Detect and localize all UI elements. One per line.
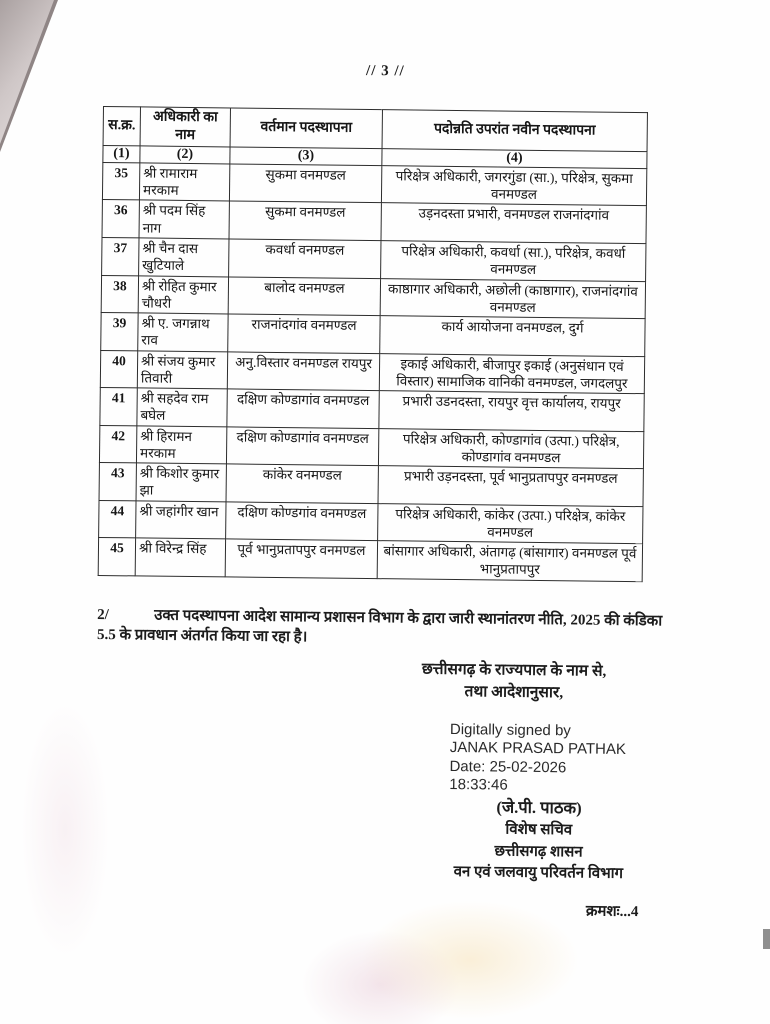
cell-current-posting: दक्षिण कोण्डगांव वनमण्डल [226,502,378,541]
cell-serial-number: 38 [101,275,138,313]
cell-serial-number: 43 [99,463,136,501]
table-row [100,388,644,432]
authority-line: छत्तीसगढ़ के राज्यपाल के नाम से, [421,660,607,680]
header-current-posting: वर्तमान पदस्थापना [230,108,382,149]
digital-signature-name: JANAK PRASAD PATHAK [449,739,626,759]
cell-officer-name: श्री चैन दास खुटियाले [139,238,229,277]
cell-new-posting: परिक्षेत्र अधिकारी, कवर्धा (सा.), परिक्षेत्र, कवर्धा वनमण्डल [381,241,646,282]
cell-current-posting: पूर्व भानुप्रतापपुर वनमण्डल [225,539,377,578]
cell-current-posting: सुकमा वनमण्डल [229,164,381,203]
scan-edge-mark [763,929,770,949]
table-row [99,463,643,507]
digital-signature-stamp [449,721,710,797]
cell-new-posting: प्रभारी उडनदस्ता, रायपुर वृत्त कार्यालय, रायपुर [379,391,644,432]
cell-officer-name: श्री रोहित कुमार चौधरी [138,275,228,314]
continuation-marker: क्रमशः...4 [585,903,639,921]
cell-current-posting: बालोद वनमण्डल [228,276,380,315]
cell-officer-name: श्री रामाराम मरकाम [139,163,229,202]
order-clause-paragraph [97,605,669,652]
authority-line: तथा आदेशानुसार, [464,683,564,702]
column-index: (2) [140,146,230,164]
table-row [99,500,643,544]
cell-officer-name: श्री पदम सिंह नाग [139,200,229,239]
signatory-designation: विशेष सचिव [505,821,573,839]
authority-statement [381,658,646,706]
cell-officer-name: श्री किशोर कुमार झा [136,463,226,502]
cell-serial-number: 37 [102,237,139,275]
cell-serial-number: 40 [100,350,137,388]
cell-serial-number: 42 [99,425,136,463]
cell-officer-name: श्री ए. जगन्नाथ राव [138,313,228,352]
column-index: (1) [103,145,140,163]
cell-officer-name: श्री सहदेव राम बघेल [137,388,227,427]
table-row [98,538,642,582]
table-row [102,162,646,206]
cell-serial-number: 36 [102,200,139,238]
cell-new-posting: परिक्षेत्र अधिकारी, जगरगुंडा (सा.), परिक्षेत्र, सुकमा वनमण्डल [381,166,646,207]
cell-current-posting: दक्षिण कोण्डागांव वनमण्डल [227,389,379,428]
signatory-government: छत्तीसगढ़ शासन [494,843,583,861]
cell-new-posting: परिक्षेत्र अधिकारी, कांकेर (उत्पा.) परिक्षेत्र, कांकेर वनमण्डल [378,503,643,544]
page-number: // 3 // [365,62,405,80]
header-serial: स.क्र. [103,107,140,146]
cell-new-posting: प्रभारी उड़नदस्ता, पूर्व भानुप्रतापपुर वनमण्डल [378,466,643,507]
cell-serial-number: 35 [102,162,139,200]
cell-current-posting: सुकमा वनमण्डल [229,201,381,240]
table-header-row [103,107,647,152]
cell-officer-name: श्री जहांगीर खान [136,501,226,540]
signatory-block [393,794,684,886]
table-row [99,425,643,469]
column-index: (3) [230,147,382,166]
digital-signature-time: 18:33:46 [449,775,508,794]
header-new-posting: पदोन्नति उपरांत नवीन पदस्थापना [382,110,647,152]
cell-officer-name: श्री संजय कुमार तिवारी [137,350,227,389]
clause-number: 2/ [97,606,109,624]
signatory-department: वन एवं जलवायु परिवर्तन विभाग [453,864,624,883]
cell-current-posting: दक्षिण कोण्डागांव वनमण्डल [226,427,378,466]
cell-serial-number: 44 [99,500,136,538]
table-row [100,350,644,394]
cell-new-posting: इकाई अधिकारी, बीजापुर इकाई (अनुसंधान एवं विस्तार) सामाजिक वानिकी वनमण्डल, जगदलपुर [379,353,644,394]
signatory-name: (जे.पी. पाठक) [496,797,582,818]
digital-signature-date: Date: 25-02-2026 [449,757,567,776]
digital-signature-line: Digitally signed by [449,720,571,740]
cell-new-posting: बांसागार अधिकारी, अंतागढ़ (बांसागार) वनमण्डल पूर्व भानुप्रतापपुर [377,541,642,582]
cell-current-posting: अनु.विस्तार वनमण्डल रायपुर [227,351,379,390]
table-row [102,237,646,281]
table-row [101,313,645,357]
table-row [102,200,646,244]
cell-new-posting: कार्य आयोजना वनमण्डल, दुर्ग [380,316,645,357]
cell-officer-name: श्री हिरामन मरकाम [136,426,226,465]
cell-current-posting: कांकेर वनमण्डल [226,464,378,503]
posting-orders-table [98,106,648,582]
header-officer-name: अधिकारी का नाम [140,107,230,147]
cell-serial-number: 39 [101,313,138,351]
table-row [101,275,645,319]
clause-text: उक्त पदस्थापना आदेश सामान्य प्रशासन विभाग के द्वारा जारी स्थानांतरण नीति, 2025 की कंडिका 5.5 के प्रावधान अंतर्गत किया जा रहा है। [96,607,663,646]
cell-serial-number: 41 [100,388,137,426]
cell-current-posting: राजनांदगांव वनमण्डल [228,314,380,353]
cell-new-posting: उड़नदस्ता प्रभारी, वनमण्डल राजनांदगांव [381,203,646,244]
column-index: (4) [382,148,647,168]
cell-new-posting: काष्ठागार अधिकारी, अछोली (काष्ठागार), राजनांदगांव वनमण्डल [380,278,645,319]
cell-current-posting: कवर्धा वनमण्डल [229,239,381,278]
cell-new-posting: परिक्षेत्र अधिकारी, कोण्डागांव (उत्पा.) परिक्षेत्र, कोण्डागांव वनमण्डल [378,428,643,469]
cell-officer-name: श्री विरेन्द्र सिंह [135,538,225,577]
cell-serial-number: 45 [98,538,135,576]
